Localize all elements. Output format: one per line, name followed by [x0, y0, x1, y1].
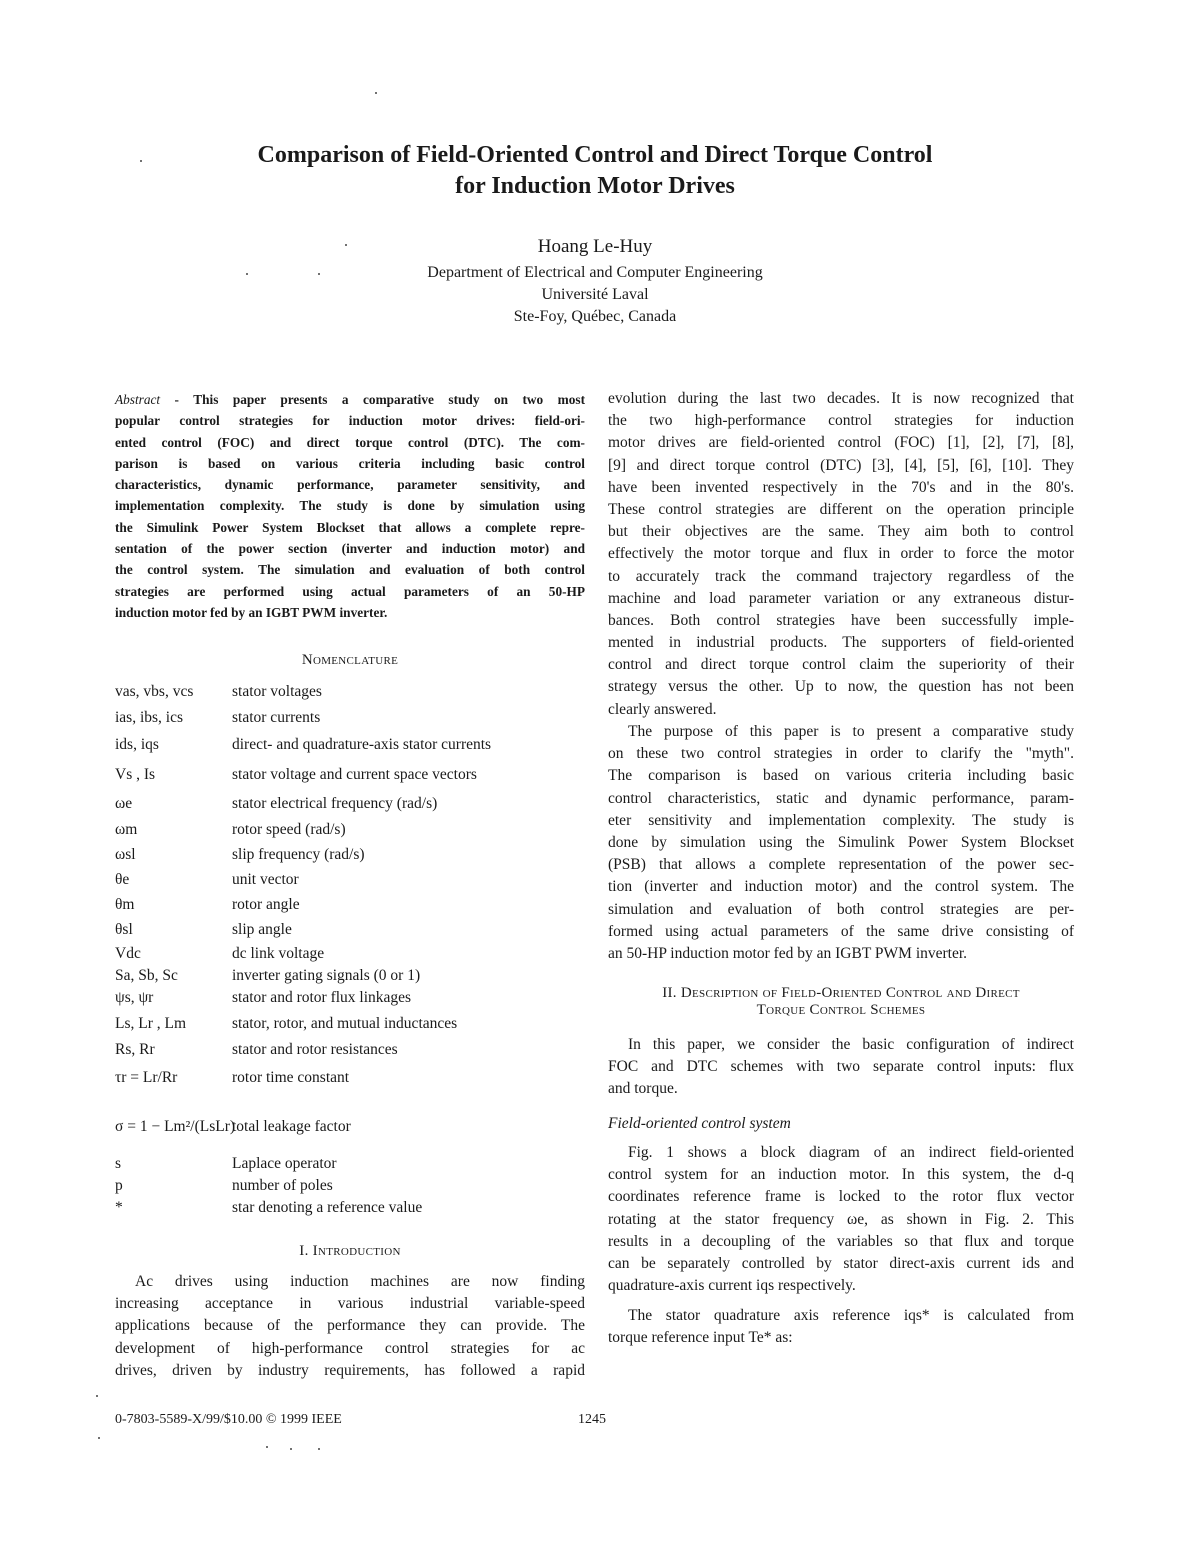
- abstract-line: the control system. The simulation and evaluation of both control: [115, 562, 585, 578]
- text-line: coordinates reference frame is locked to the rotor flux vector: [608, 1188, 1074, 1206]
- nomenclature-symbol: Sa, Sb, Sc: [115, 967, 178, 984]
- text-line: quadrature-axis current iqs respectively.: [608, 1277, 856, 1295]
- nomenclature-symbol: Ls, Lr , Lm: [115, 1015, 187, 1032]
- scan-speck: [345, 244, 347, 246]
- nomenclature-symbol: ψs, ψr: [115, 989, 154, 1006]
- scan-speck: [98, 1437, 100, 1439]
- right-paragraph-5: [608, 1305, 1074, 1349]
- text-line: control system for an induction motor. In this system, the d-q: [608, 1166, 1074, 1184]
- introduction-paragraph: [115, 1271, 585, 1382]
- section-2-heading: [608, 985, 1074, 1019]
- text-line: clearly answered.: [608, 700, 717, 718]
- affiliation: [0, 262, 1190, 328]
- nomenclature-symbol: τr = Lr/Rr: [115, 1069, 178, 1086]
- nomenclature-symbol: *: [115, 1199, 123, 1216]
- nomenclature-symbol: ωsl: [115, 846, 136, 863]
- text-line: [9] and direct torque control (DTC) [3], [4], [5], [6], [10]. They: [608, 456, 1074, 474]
- nomenclature-definition: stator voltage and current space vectors: [232, 766, 477, 783]
- text-line: development of high-performance control strategies for ac: [115, 1339, 585, 1357]
- abstract: [115, 389, 585, 623]
- author-name: Hoang Le-Huy: [537, 236, 653, 257]
- text-line: increasing acceptance in various industrial variable-speed: [115, 1295, 585, 1313]
- title-line-2: for Induction Motor Drives: [455, 173, 735, 199]
- nomenclature-definition: slip angle: [232, 921, 292, 938]
- nomenclature-symbol: θsl: [115, 921, 133, 938]
- nomenclature-symbol: p: [115, 1177, 123, 1194]
- abstract-line: sentation of the power section (inverter and induction motor) and: [115, 541, 585, 557]
- right-paragraph-4: [608, 1142, 1074, 1297]
- text-line: drives, driven by industry requirements, has followed a rapid: [115, 1361, 585, 1379]
- scan-speck: [96, 1395, 98, 1397]
- text-line: The comparison is based on various criteria including basic: [608, 767, 1074, 785]
- nomenclature-definition: star denoting a reference value: [232, 1199, 423, 1216]
- scan-speck: [375, 92, 377, 94]
- nomenclature-definition: total leakage factor: [232, 1118, 351, 1135]
- abstract-line: parison is based on various criteria including basic control: [115, 455, 585, 471]
- nomenclature-definition: Laplace operator: [232, 1155, 337, 1172]
- abstract-line: ented control (FOC) and direct torque control (DTC). The com-: [115, 434, 585, 450]
- abstract-line: the Simulink Power System Blockset that allows a complete repre-: [115, 519, 585, 535]
- abstract-line: induction motor fed by an IGBT PWM inverter.: [115, 604, 388, 620]
- affiliation-line: Université Laval: [541, 286, 649, 303]
- nomenclature-symbol: ωm: [115, 821, 138, 838]
- right-paragraph-2: [608, 721, 1074, 965]
- copyright-line: 0-7803-5589-X/99/$10.00 © 1999 IEEE: [115, 1412, 342, 1427]
- text-line: tion (inverter and induction motor) and the control system. The: [608, 878, 1074, 896]
- abstract-label: Abstract: [115, 392, 161, 407]
- scan-speck: [246, 273, 248, 275]
- nomenclature-symbol: ωe: [115, 795, 133, 812]
- text-line: to accurately track the command trajectory regardless of the: [608, 567, 1074, 585]
- abstract-line: Abstract - This paper presents a comparative study on two most: [115, 392, 585, 407]
- nomenclature-symbol: ias, ibs, ics: [115, 709, 184, 726]
- nomenclature-symbol: Vdc: [115, 945, 141, 962]
- text-line: control and direct torque control claim the superiority of their: [608, 656, 1074, 674]
- nomenclature-definition: dc link voltage: [232, 945, 325, 962]
- affiliation-line: Ste-Foy, Québec, Canada: [513, 308, 677, 325]
- nomenclature-definition: rotor angle: [232, 896, 300, 913]
- nomenclature-heading: Nomenclature: [301, 652, 399, 668]
- text-line: have been invented respectively in the 70's and in the 80's.: [608, 478, 1074, 496]
- affiliation-line: Department of Electrical and Computer Engineering: [427, 264, 763, 281]
- text-line: The stator quadrature axis reference iqs* is calculated from: [628, 1307, 1074, 1324]
- nomenclature-definition: slip frequency (rad/s): [232, 846, 365, 863]
- nomenclature-definition: rotor time constant: [232, 1069, 350, 1086]
- text-line: can be separately controlled by stator direct-axis current ids and: [608, 1254, 1074, 1272]
- nomenclature-definition: stator and rotor flux linkages: [232, 989, 412, 1006]
- text-line: Ac drives using induction machines are now finding: [135, 1273, 585, 1290]
- title-line-1: Comparison of Field-Oriented Control and Direct Torque Control: [257, 142, 933, 168]
- nomenclature-definition: inverter gating signals (0 or 1): [232, 967, 421, 984]
- nomenclature-symbol: ids, iqs: [115, 736, 159, 753]
- text-line: an 50-HP induction motor fed by an IGBT PWM inverter.: [608, 944, 968, 962]
- nomenclature-definition: unit vector: [232, 871, 299, 888]
- text-line: but their objectives are the same. They aim both to control: [608, 523, 1074, 541]
- text-line: control characteristics, static and dynamic performance, param-: [608, 789, 1074, 807]
- nomenclature-definition: stator and rotor resistances: [232, 1041, 398, 1058]
- subsection-heading: Field-oriented control system: [608, 1115, 791, 1132]
- text-line: machine and load parameter variation or any extraneous distur-: [608, 589, 1074, 607]
- text-line: FOC and DTC schemes with two separate control inputs: flux: [608, 1058, 1074, 1076]
- text-line: and torque.: [608, 1080, 678, 1098]
- nomenclature-definition: stator, rotor, and mutual inductances: [232, 1015, 458, 1032]
- right-paragraph-3: [608, 1034, 1074, 1101]
- right-paragraph-1: [608, 388, 1074, 721]
- text-line: eter sensitivity and implementation complexity. The study is: [608, 811, 1074, 829]
- text-line: torque reference input Te* as:: [608, 1329, 793, 1347]
- scan-speck: [140, 160, 142, 162]
- abstract-line: implementation complexity. The study is done by simulation using: [115, 498, 585, 514]
- section-2-heading-line: II. Description of Field-Oriented Control and Direct: [662, 985, 1020, 1001]
- text-line: results in a decoupling of the variables so that flux and torque: [608, 1232, 1074, 1250]
- scan-speck: [290, 1448, 292, 1450]
- text-line: Fig. 1 shows a block diagram of an indirect field-oriented: [628, 1144, 1074, 1161]
- nomenclature-symbol: Vs , Is: [115, 766, 156, 783]
- scan-speck: [318, 1448, 320, 1450]
- text-line: mented in industrial products. The supporters of field-oriented: [608, 634, 1074, 652]
- paper-title: [0, 140, 1190, 202]
- text-line: strategy versus the other. Up to now, the question has not been: [608, 678, 1074, 696]
- nomenclature-definition: rotor speed (rad/s): [232, 821, 346, 838]
- nomenclature-symbol: θm: [115, 896, 135, 913]
- nomenclature-definition: stator currents: [232, 709, 321, 726]
- nomenclature-definition: stator electrical frequency (rad/s): [232, 795, 438, 812]
- text-line: formed using actual parameters of the same drive consisting of: [608, 922, 1074, 940]
- text-line: done by simulation using the Simulink Power System Blockset: [608, 833, 1074, 851]
- text-line: motor drives are field-oriented control (FOC) [1], [2], [7], [8],: [608, 434, 1074, 452]
- nomenclature-symbol: θe: [115, 871, 130, 888]
- text-line: evolution during the last two decades. It is now recognized that: [608, 390, 1074, 407]
- nomenclature-symbol: vas, vbs, vcs: [115, 683, 194, 700]
- abstract-line: strategies are performed using actual parameters of an 50-HP: [115, 583, 585, 599]
- text-line: on these two control strategies in order to clarify the "myth".: [608, 745, 1074, 763]
- nomenclature-definition: stator voltages: [232, 683, 322, 700]
- text-line: effectively the motor torque and flux in order to force the motor: [608, 545, 1074, 563]
- text-line: These control strategies are different on the operation principle: [608, 500, 1074, 518]
- introduction-heading: I. Introduction: [299, 1243, 401, 1259]
- nomenclature-symbol: σ = 1 − Lm²/(LsLr): [115, 1118, 236, 1135]
- text-line: the two high-performance control strategies for induction: [608, 412, 1074, 430]
- text-line: rotating at the stator frequency ωe, as shown in Fig. 2. This: [608, 1210, 1074, 1228]
- nomenclature-symbol: Rs, Rr: [115, 1041, 155, 1058]
- text-line: (PSB) that allows a complete representation of the power sec-: [608, 856, 1074, 874]
- text-line: In this paper, we consider the basic configuration of indirect: [628, 1036, 1074, 1053]
- page-number: 1245: [578, 1412, 606, 1427]
- nomenclature-symbol: s: [115, 1155, 122, 1172]
- text-line: simulation and evaluation of both control strategies are per-: [608, 900, 1074, 918]
- text-line: applications because of the performance they can provide. The: [115, 1317, 585, 1335]
- nomenclature-definition: number of poles: [232, 1177, 333, 1194]
- text-line: bances. Both control strategies have been successfully imple-: [608, 611, 1074, 629]
- abstract-line: popular control strategies for induction motor drives: field-ori-: [115, 413, 585, 429]
- text-line: The purpose of this paper is to present a comparative study: [628, 723, 1074, 740]
- scan-speck: [318, 273, 320, 275]
- nomenclature-definition: direct- and quadrature-axis stator currents: [232, 736, 492, 753]
- abstract-line: characteristics, dynamic performance, parameter sensitivity, and: [115, 477, 585, 493]
- section-2-heading-line: Torque Control Schemes: [756, 1002, 926, 1018]
- scan-speck: [266, 1446, 268, 1448]
